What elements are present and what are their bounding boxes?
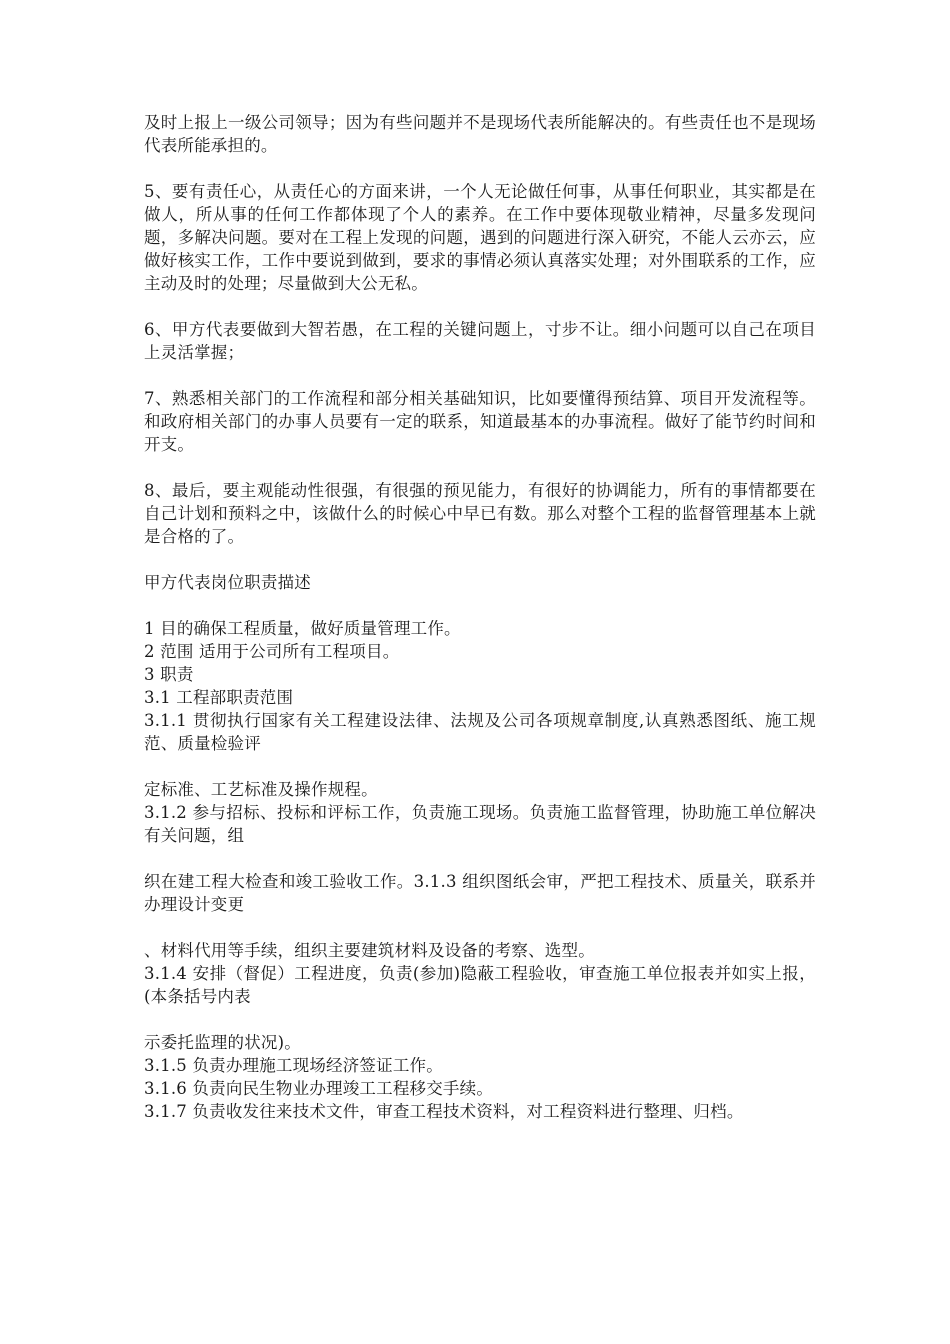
spacer	[144, 755, 816, 778]
duty-item-2: 2 范围 适用于公司所有工程项目。	[144, 642, 400, 661]
duty-item-3-1-1: 3.1.1 贯彻执行国家有关工程建设法律、法规及公司各项规章制度,认真熟悉图纸、施工规范、质量检验评	[144, 711, 816, 753]
duty-item-3-1-6: 3.1.6 负责向民生物业办理竣工工程移交手续。	[144, 1079, 494, 1098]
duty-item-3-1-4-cont: 示委托监理的状况)。	[144, 1033, 301, 1052]
document-body	[144, 111, 816, 1123]
duty-item-3-1-1-cont: 定标准、工艺标准及操作规程。	[144, 780, 378, 799]
duty-item-1: 1 目的确保工程质量，做好质量管理工作。	[144, 619, 461, 638]
paragraph-item-8: 8、最后，要主观能动性很强，有很强的预见能力，有很好的协调能力，所有的事情都要在自己计划和预料之中，该做什么的时候心中早已有数。那么对整个工程的监督管理基本上就是合格的了。	[144, 481, 816, 546]
spacer	[144, 847, 816, 870]
duty-item-3-1-5: 3.1.5 负责办理施工现场经济签证工作。	[144, 1056, 443, 1075]
section-title: 甲方代表岗位职责描述	[144, 573, 311, 592]
spacer	[144, 548, 816, 571]
duty-item-3-1-3-cont: 、材料代用等手续，组织主要建筑材料及设备的考察、选型。	[144, 941, 595, 960]
spacer	[144, 1008, 816, 1031]
spacer	[144, 594, 816, 617]
spacer	[144, 456, 816, 479]
paragraph-item-7: 7、熟悉相关部门的工作流程和部分相关基础知识，比如要懂得预结算、项目开发流程等。和政府相关部门的办事人员要有一定的联系，知道最基本的办事流程。做好了能节约时间和开支。	[144, 389, 816, 454]
duty-item-3: 3 职责	[144, 665, 194, 684]
paragraph-item-5: 5、要有责任心，从责任心的方面来讲，一个人无论做任何事，从事任何职业，其实都是在做人，所从事的任何工作都体现了个人的素养。在工作中要体现敬业精神，尽量多发现问题，多解决问题。要对在工程上发现的问题，遇到的问题进行深入研究，不能人云亦云，应做好核实工作，工作中要说到做到，要求的事情必须认真落实处理；对外围联系的工作，应主动及时的处理；尽量做到大公无私。	[144, 182, 816, 293]
paragraph-item-6: 6、甲方代表要做到大智若愚，在工程的关键问题上，寸步不让。细小问题可以自己在项目上灵活掌握；	[144, 320, 816, 362]
duty-item-3-1-4: 3.1.4 安排（督促）工程进度，负责(参加)隐蔽工程验收，审查施工单位报表并如实上报，(本条括号内表	[144, 964, 816, 1006]
duty-item-3-1-2: 3.1.2 参与招标、投标和评标工作，负责施工现场。负责施工监督管理，协助施工单位解决有关问题，组	[144, 803, 816, 845]
spacer	[144, 157, 816, 180]
duty-item-3-1-7: 3.1.7 负责收发往来技术文件，审查工程技术资料，对工程资料进行整理、归档。	[144, 1102, 744, 1121]
spacer	[144, 364, 816, 387]
spacer	[144, 916, 816, 939]
duty-item-3-1-2-cont: 织在建工程大检查和竣工验收工作。3.1.3 组织图纸会审，严把工程技术、质量关，联系并办理设计变更	[144, 872, 816, 914]
paragraph-intro: 及时上报上一级公司领导；因为有些问题并不是现场代表所能解决的。有些责任也不是现场代表所能承担的。	[144, 113, 816, 155]
spacer	[144, 295, 816, 318]
duty-item-3-1: 3.1 工程部职责范围	[144, 688, 294, 707]
